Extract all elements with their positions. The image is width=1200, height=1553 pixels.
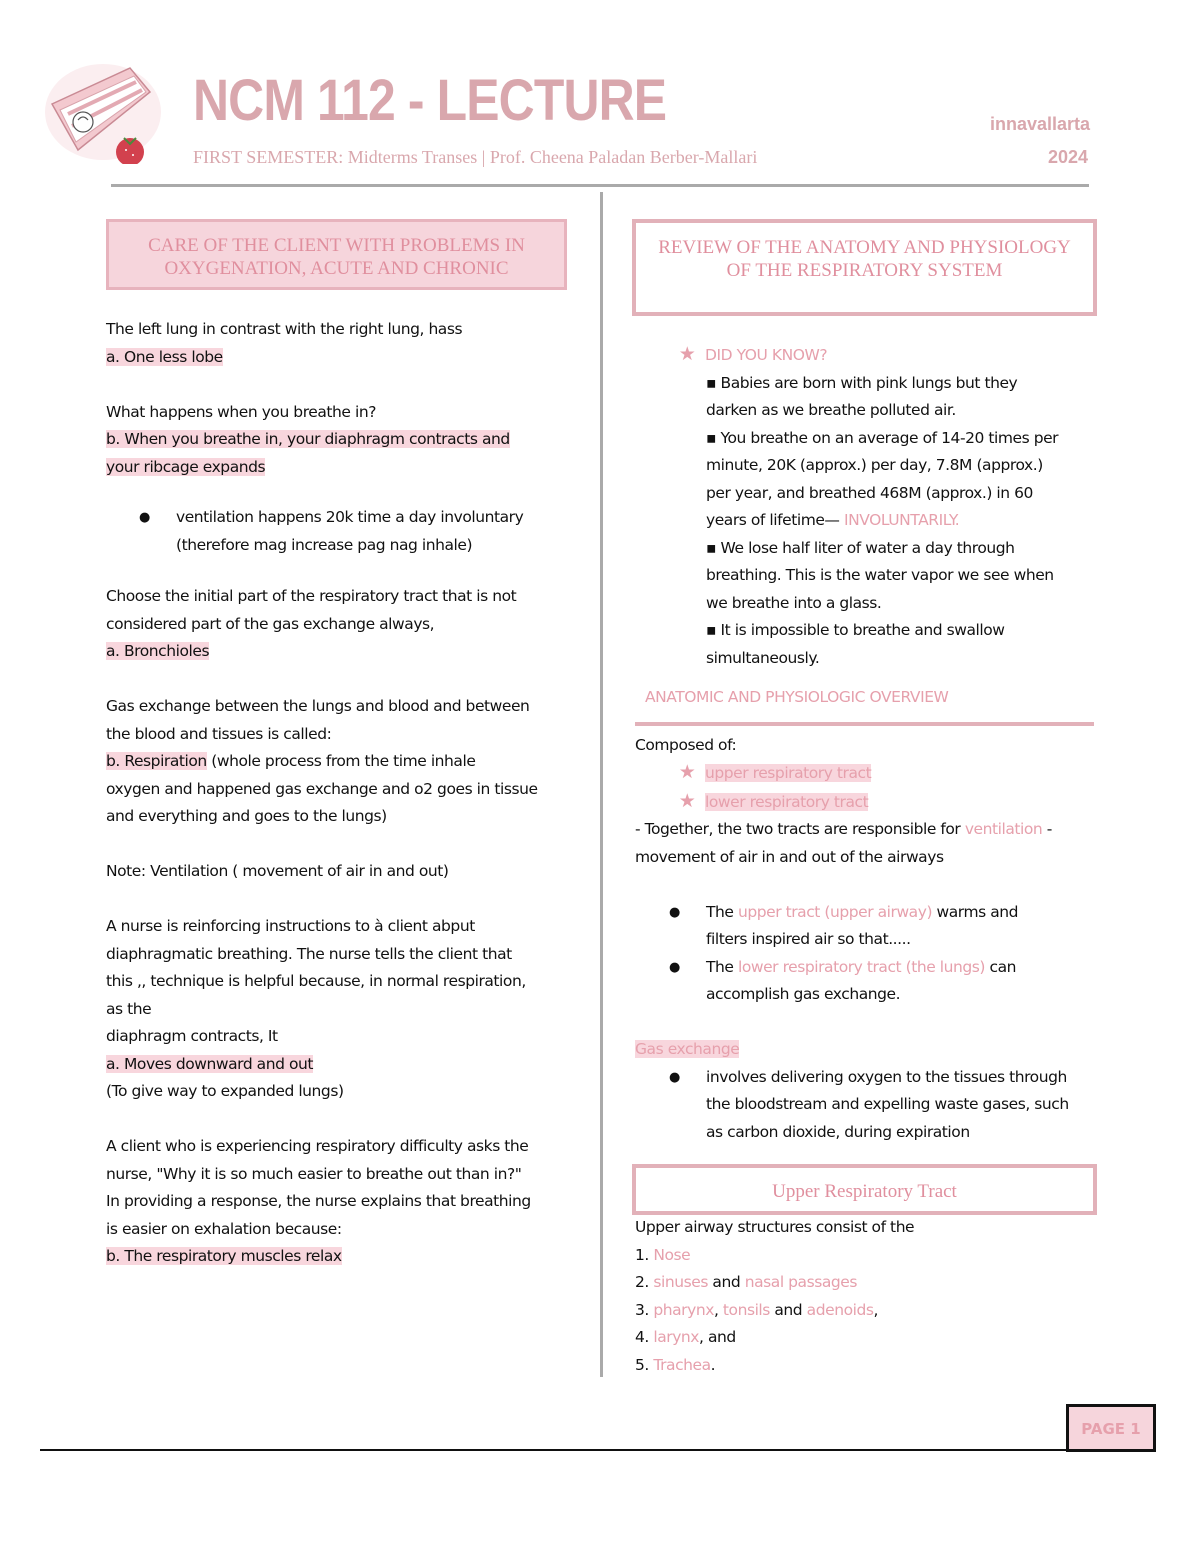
list-comma: , [713,1300,723,1319]
dyk-fact-2: ▪ You breathe on an average of 14-20 times per [706,428,1059,447]
dyk-fact-2-cont-2: per year, and breathed 468M (approx.) in 60 [706,483,1033,502]
lower-tract-term: lower respiratory tract (the lungs) [737,957,986,976]
question-6-line-3: In providing a response, the nurse explains that breathing [106,1192,531,1210]
year-label: 2024 [1047,147,1088,167]
left-column [106,316,576,1271]
page-subtitle: FIRST SEMESTER: Midterms Transes | Prof. Cheena Paladan Berber-Mallari [193,147,758,167]
answer-5: a. Moves downward and out [106,1054,314,1073]
question-5-line-2: diaphragmatic breathing. The nurse tells the client that [106,944,512,963]
upper-tract-heading: Upper Respiratory Tract [632,1164,1097,1215]
question-3-line-1: Choose the initial part of the respiratory tract that is not [106,587,517,605]
upper-tract-item: upper respiratory tract [705,764,872,782]
bullet-lower-cont: accomplish gas exchange. [706,985,901,1003]
list-number: 1. [635,1245,654,1264]
answer-4-note: (whole process from the time inhale [206,752,476,770]
page-number: PAGE 1 [1066,1404,1156,1452]
dyk-fact-1-cont: darken as we breathe polluted air. [706,401,956,419]
together-cont: movement of air in and out of the airways [635,847,944,866]
overview-heading: ANATOMIC AND PHYSIOLOGIC OVERVIEW [645,688,949,706]
right-section-heading: REVIEW OF THE ANATOMY AND PHYSIOLOGY OF THE RESPIRATORY SYSTEM [632,219,1097,316]
dyk-fact-2-cont-1: minute, 20K (approx.) per day, 7.8M (approx.) [706,456,1043,474]
list-period: . [710,1355,716,1374]
dyk-fact-1: ▪ Babies are born with pink lungs but they [706,373,1018,392]
star-icon: ★ [678,343,696,365]
star-icon: ★ [678,789,696,812]
list-number: 3. [635,1300,654,1319]
answer-6: b. The respiratory muscles relax [106,1247,342,1265]
list-conjunction: and [707,1273,745,1291]
question-2: What happens when you breathe in? [106,402,376,421]
answer-1 [106,344,576,372]
sinuses-term: sinuses [653,1273,708,1291]
bullet-upper-cont: filters inspired air so that..... [706,930,911,948]
page-title: NCM 112 - LECTURE [193,68,667,133]
question-6-line-4: is easier on exhalation because: [106,1219,342,1238]
nose-term: Nose [653,1245,691,1264]
question-4-line-1: Gas exchange between the lungs and blood and between [106,697,530,715]
column-divider [600,192,603,1377]
adenoids-term: adenoids [806,1300,874,1319]
answer-4-note-2: oxygen and happened gas exchange and o2 goes in tissue [106,779,538,798]
list-item [635,1242,1105,1270]
list-item [635,1297,1105,1325]
overview-divider [635,722,1094,726]
gas-exchange-cont-2: as carbon dioxide, during expiration [706,1122,970,1141]
answer-1-text: a. One less lobe [106,347,223,366]
bullet-lower-prefix: The [706,957,738,976]
nasal-passages-term: nasal passages [744,1273,857,1291]
did-you-know-title: DID YOU KNOW? [705,346,828,364]
list-conjunction: and [769,1300,807,1319]
list-item [635,1352,1105,1380]
answer-2-line-1: b. When you breathe in, your diaphragm contracts and [106,430,510,448]
strawberry-cake-slice-icon [38,52,168,164]
bullet-lower-suffix: can [985,957,1016,976]
answer-4: b. Respiration [106,752,207,770]
answer-5-note: (To give way to expanded lungs) [106,1082,344,1100]
list-item [635,1324,1105,1352]
answer-2-line-2: your ribcage expands [106,457,266,476]
author-name: innavallarta [989,114,1090,134]
dyk-fact-2-cont-3: years of lifetime— [706,511,844,529]
list-conjunction: , and [699,1328,736,1346]
bullet-upper-suffix: warms and [932,902,1019,921]
gas-exchange-title: Gas exchange [635,1040,740,1058]
question-5-line-4: as the [106,999,152,1018]
tonsils-term: tonsils [722,1300,770,1319]
together-text: - Together, the two tracts are responsible for [635,820,965,838]
lower-tract-item: lower respiratory tract [705,792,869,811]
trachea-term: Trachea [653,1355,711,1374]
bullet-upper-prefix: The [706,902,738,921]
header-divider [111,184,1089,187]
question-6-line-2: nurse, "Why it is so much easier to breathe out than in?" [106,1164,522,1183]
upper-airway-term: upper tract (upper airway) [737,902,933,921]
list-number: 5. [635,1355,654,1374]
question-5-line-3: this ,, technique is helpful because, in normal respiration, [106,972,526,990]
right-column [635,341,1105,1379]
list-number: 2. [635,1273,654,1291]
question-1: The left lung in contrast with the right lung, hass [106,320,463,338]
ventilation-bullet-cont: (therefore mag increase pag nag inhale) [176,535,473,554]
larynx-term: larynx [653,1328,700,1346]
question-6-line-1: A client who is experiencing respiratory difficulty asks the [106,1137,529,1155]
upper-airway-intro: Upper airway structures consist of the [635,1218,915,1236]
dyk-fact-3-cont-2: we breathe into a glass. [706,593,882,612]
ventilation-bullet: ● ventilation happens 20k time a day involuntary [106,504,576,532]
question-3-line-2: considered part of the gas exchange always, [106,614,435,633]
pharynx-term: pharynx [653,1300,714,1319]
dyk-fact-3-cont-1: breathing. This is the water vapor we see when [706,566,1054,584]
list-comma: , [873,1300,878,1319]
dyk-fact-4-cont: simultaneously. [706,648,820,667]
answer-3: a. Bronchioles [106,642,210,660]
footer-divider [40,1449,1156,1451]
question-5-line-5: diaphragm contracts, It [106,1027,278,1045]
involuntarily-text: INVOLUNTARILY. [843,511,960,529]
list-item [635,1269,1105,1297]
gas-exchange-cont-1: the bloodstream and expelling waste gases, such [706,1095,1069,1113]
ventilation-note: Note: Ventilation ( movement of air in and out) [106,862,449,880]
dyk-fact-3: ▪ We lose half liter of water a day through [706,538,1015,557]
question-4-line-2: the blood and tissues is called: [106,724,332,743]
question-5-line-1: A nurse is reinforcing instructions to à client abput [106,917,475,935]
composed-of-label: Composed of: [635,735,737,754]
list-number: 4. [635,1328,654,1346]
ventilation-term: ventilation [964,820,1043,838]
star-icon: ★ [678,761,696,783]
together-dash: - [1042,820,1052,838]
gas-exchange-bullet: ● involves delivering oxygen to the tissues through [635,1064,1105,1092]
answer-4-note-3: and everything and goes to the lungs) [106,807,387,825]
left-section-heading: CARE OF THE CLIENT WITH PROBLEMS IN OXYGENATION, ACUTE AND CHRONIC [106,219,567,290]
dyk-fact-4: ▪ It is impossible to breathe and swallow [706,621,1005,639]
